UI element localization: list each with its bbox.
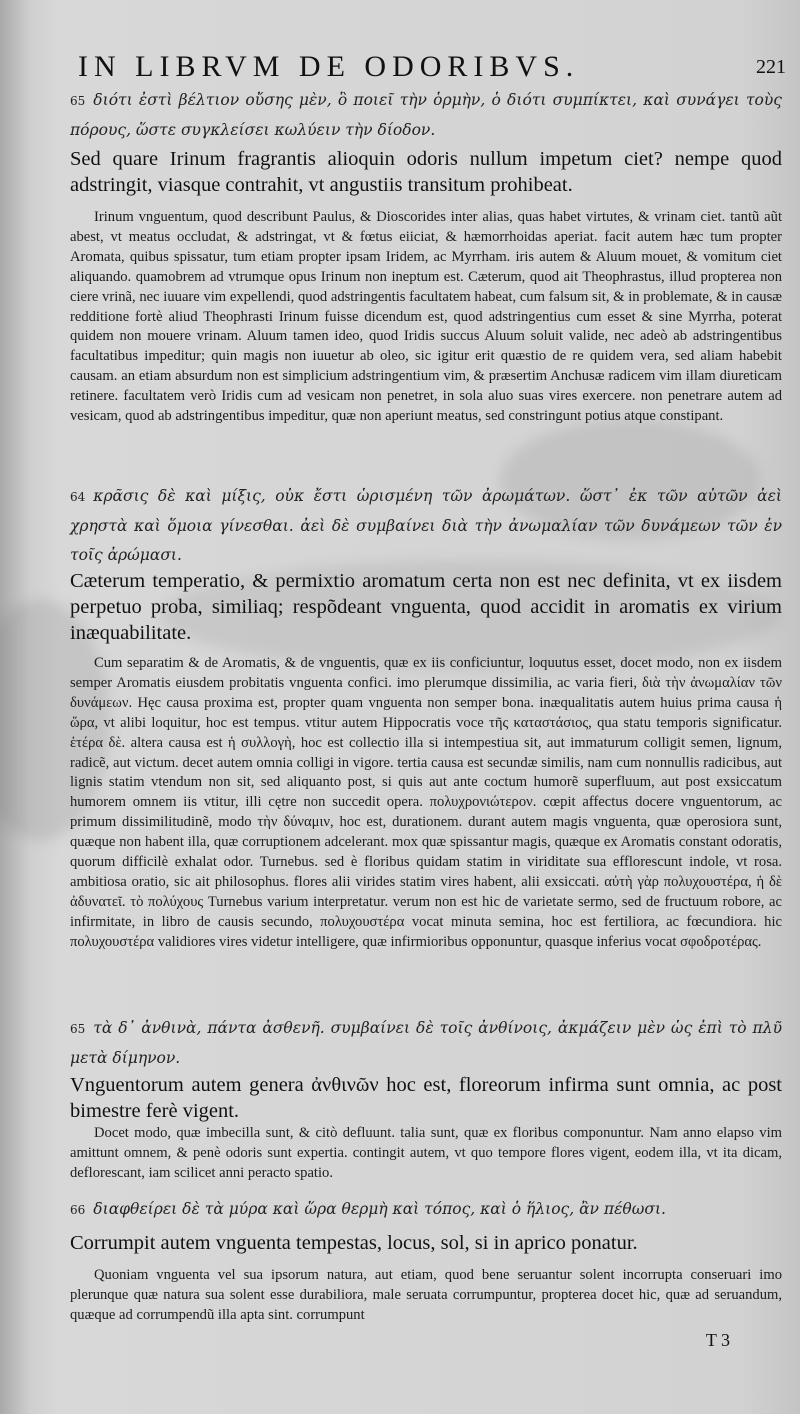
section-1-heading bbox=[70, 146, 782, 198]
section-2-commentary bbox=[70, 654, 782, 953]
page-number: 221 bbox=[756, 56, 786, 78]
greek-text: τὰ δ᾿ ἀνθινὰ, πάντα ἀσθενῆ. συμβαίνει δὲ τοῖς ἀνθίνοις, ἀκμάζειν μὲν ὡς ἐπὶ τὸ πλῦ μετὰ δίμηνον. bbox=[70, 1019, 782, 1067]
latin-heading: Vnguentorum autem genera ἀνθινῶν hoc est, floreorum infirma sunt omnia, ac post bimestre ferè vigent. bbox=[70, 1074, 782, 1122]
section-3-commentary bbox=[70, 1124, 782, 1184]
greek-text: διότι ἐστὶ βέλτιον οὔσης μὲν, ὃ ποιεῖ τὴν ὁρμὴν, ὁ διότι συμπίκτει, καὶ συνάγει τοὺς πόρους, ὥστε συγκλείσει κωλύειν τὴν δίοδον. bbox=[70, 91, 782, 139]
latin-heading: Corrumpit autem vnguenta tempestas, locus, sol, si in aprico ponatur. bbox=[70, 1232, 638, 1254]
commentary-text: Irinum vnguentum, quod describunt Paulus, & Dioscorides inter alias, quas habet virtutes, & vrinam ciet. tantũ aũt abest, vt meatus occludat, & adstringat, vt & fœtus eiiciat, & hæmorrhoidas aperiat. facit autem hæc tum propter Aromata, quibus spissatur, tum etiam propter ipsam Iridem, ac Myrrham. iris autem & Aluum mouet, & vomitum ciet aliquando. quamobrem ad vtrumque opus Irinum non ineptum est. Cæterum, quod ait Theophrastus, illud propterea non ciere vrinã, nec iuuare vim expellendi, quod adstringentis facultatem habeat, cum falsum sit, & in problemate, & in causæ redditione fortè aliud Theophrasti Irinum fuisse dicendum est, quod adstringentius cum esset & sine Myrrha, poterat quidem non mouere vrinam. Aluum tamen ideo, quod Iridis succus Aluum soluit valide, nec adeò ab adstringentibus facultatibus impeditur; quin magis non iuuetur ab oleo, sic igitur erit quæstio de re quidem vera, sed aliam habebit causam. an etiam absurdum non est simplicium adstringentium vim, & præsertim Anchusæ radicem vim illam diureticam retinere. facultatem verò Iridis cum ad vesicam non penetret, in sola aluo suas vires exercere. non penetrare autem ad vesicam, quod ab adstringentibus impeditur, quæ non aperiunt meatus, sed constringunt potius atque constipant. bbox=[70, 209, 782, 425]
section-1-greek bbox=[70, 86, 782, 145]
section-1-commentary bbox=[70, 208, 782, 427]
running-head bbox=[0, 50, 800, 84]
greek-text: κρᾶσις δὲ καὶ μίξις, οὐκ ἔστι ὡρισμένη τῶν ἀρωμάτων. ὥστ᾿ ἐκ τῶν αὐτῶν ἀεὶ χρηστὰ καὶ ὅμοια γίνεσθαι. ἀεὶ δὲ συμβαίνει διὰ τὴν ἀνωμαλίαν τῶν δυνάμεων τῶν ἐν τοῖς ἀρώμασι. bbox=[70, 487, 782, 564]
latin-heading: Sed quare Irinum fragrantis alioquin odoris nullum impetum ciet? nempe quod adstringit, viasque contrahit, vt angustiis transitum prohibeat. bbox=[70, 148, 782, 196]
greek-ref-number: 65 bbox=[70, 94, 86, 108]
greek-text: διαφθείρει δὲ τὰ μύρα καὶ ὥρα θερμὴ καὶ τόπος, καὶ ὁ ἥλιος, ἂν πέθωσι. bbox=[93, 1200, 666, 1218]
greek-ref-number: 65 bbox=[70, 1022, 86, 1036]
page-title: IN LIBRVM DE ODORIBVS. bbox=[78, 50, 580, 83]
section-4-greek bbox=[70, 1195, 782, 1225]
latin-heading: Cæterum temperatio, & permixtio aromatum certa non est nec definita, vt ex iisdem perpetuo proba, similiaq; respõdeant vnguenta, quod accidit in aromatis ex virium inæquabilitate. bbox=[70, 570, 782, 644]
section-2-greek bbox=[70, 482, 782, 570]
greek-ref-number: 66 bbox=[70, 1203, 86, 1217]
greek-ref-number: 64 bbox=[70, 490, 86, 504]
section-4-heading bbox=[70, 1230, 782, 1256]
commentary-text: Docet modo, quæ imbecilla sunt, & citò defluunt. talia sunt, quæ ex floribus componuntur. Nam anno elapso vim amittunt omnem, & penè odoris sunt expertia. contingit autem, vt quo tempore flores vigent, eodem illa, vt ita dicam, deflorescant, iam scilicet anni peracto spatio. bbox=[70, 1125, 782, 1181]
section-4-commentary bbox=[70, 1266, 782, 1326]
section-3-heading bbox=[70, 1072, 782, 1124]
commentary-text: Quoniam vnguenta vel sua ipsorum natura, aut etiam, quod bene seruantur solent incorrupta conseruari imo plerunque quæ natura sua solent esse durabiliora, male seruata corrumpuntur, propterea docet hic, quæ ad seruandum, quæque ad corrumpendũ illa apta sint. corrumpunt bbox=[70, 1267, 782, 1323]
section-3-greek bbox=[70, 1014, 782, 1073]
signature-mark: T 3 bbox=[705, 1330, 730, 1350]
commentary-text: Cum separatim & de Aromatis, & de vnguentis, quæ ex iis conficiuntur, loquutus esset, docet modo, non ex iisdem semper Aromatis eiusdem probitatis vnguenta confici. imo plerumque dissimilia, ac varia fieri, διὰ τὴν ἀνωμαλίαν τῶν δυνάμεων. Hęc causa proxima est, propter quam vnguenta non semper bona. inæqualitatis autem huius prima causa ἡ ὥρα, vt alibi loquitur, hoc est tempus. vtitur autem Hippocratis voce τῆς καταστάσιος, qua statu temporis significatur. ἑτέρα δὲ. altera causa est ἡ συλλογὴ, hoc est collectio illa si intempestiua sit, aut immaturum colligit semen, lignum, radicẽ, aut victum. decet autem omnia colligi in vigore. tertia causa est secundæ similis, nam cum nonnullis radicibus, aut lignis statim vtendum non sit, sed aliquanto post, si quis aut ante coctum humorẽ superfluum, aut post exsiccatum humorem omnem iis vtitur, illi cętre non succedit opera. πολυχρονιώτερον. cœpit affectus docere vnguentorum, ac primum dissimilitudinẽ, modo τὴν δύναμιν, hoc est, durationem. durant autem magis vnguenta, quæ operosiora sunt, quæque non habent illa, quæ corruptionem adcelerant. mox quæ spissantur magis, quæque ex Aromatis constant odoratis, quorum difficilè exhalat odor. Turnebus. sed è floribus quidam statim in viriditate sua efflorescunt indole, vt rosa. ambitiosa oratio, sic ait philosophus. flores alii virides statim vires habent, alii exsiccati. αὐτὴ γὰρ πολυχουστέρα, ἡ δὲ ἀδυνατεῖ. τὸ πολύχους Turnebus varium interpretatur. verum non est hic de varietate sermo, sed de fructuum robore, ac infirmitate, in libro de causis secundo, πολυχουστέρα vocat minuta semina, hoc est fertiliora, ac fœcundiora. hic πολυχουστέρα validiores vires videtur intelligere, quæ infirmioribus opponuntur, quasque inferius vocat σφοδροτέρας. bbox=[70, 655, 782, 950]
section-2-heading bbox=[70, 568, 782, 646]
